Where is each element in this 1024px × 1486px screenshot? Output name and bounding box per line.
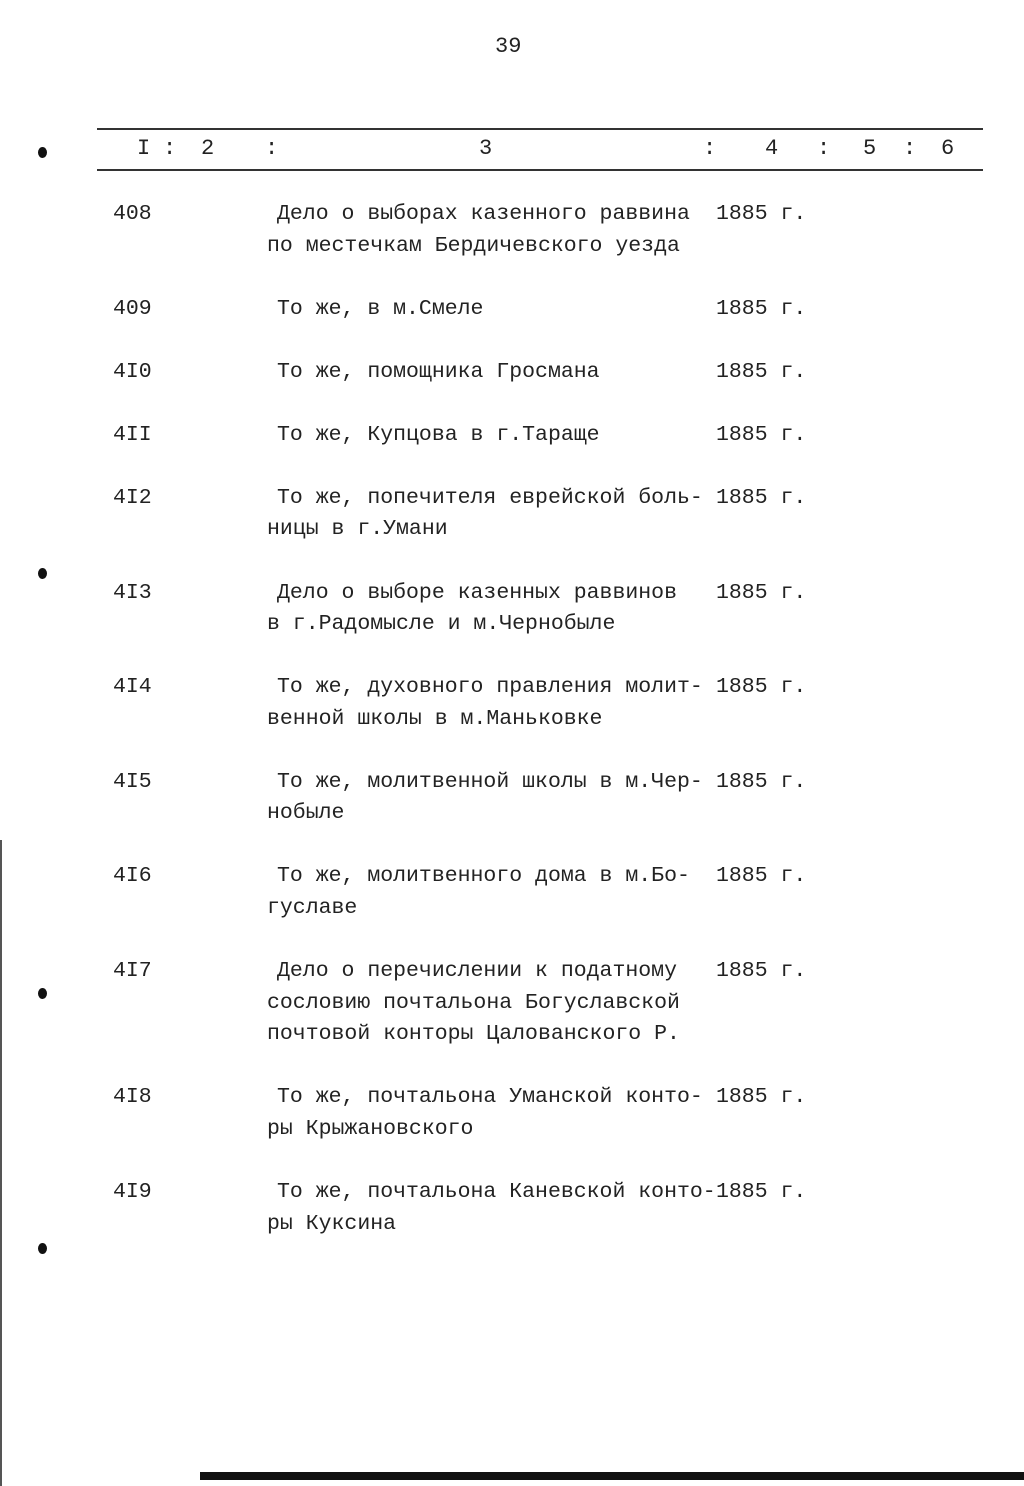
record-year: 1885 г. (716, 485, 807, 510)
record-year: 1885 г. (716, 1085, 807, 1110)
description-line: То же, Купцова в г.Таращe (277, 422, 600, 447)
description-line: сословию почтальона Богуславской (267, 990, 680, 1015)
record-description (267, 956, 707, 1051)
description-line: венной школы в м.Маньковке (267, 706, 603, 731)
description-line: То же, почтальона Уманской конто- (277, 1085, 703, 1110)
description-line: в г.Радомысле и м.Чернобыле (267, 612, 616, 637)
record-number: 4I6 (113, 864, 152, 889)
description-line: То же, помощника Гросмана (277, 359, 600, 384)
description-line: Дело о выборе казенных раввинов (277, 580, 677, 605)
header-col-3: 3 (479, 136, 493, 161)
record-description (267, 672, 707, 735)
description-line: ницы в г.Умани (267, 517, 448, 542)
record-number: 4I4 (113, 675, 152, 700)
record-year: 1885 г. (716, 959, 807, 984)
description-line: То же, почтальона Каневской конто- (277, 1179, 716, 1204)
record-year: 1885 г. (716, 769, 807, 794)
scan-edge (0, 840, 2, 1486)
header-sep: : (703, 136, 717, 161)
record-row (0, 1082, 1024, 1145)
record-description (267, 767, 707, 830)
punch-hole (38, 988, 47, 999)
header-sep: : (265, 136, 279, 161)
bottom-border (200, 1472, 1024, 1480)
record-description (267, 420, 707, 452)
header-sep: : (817, 136, 831, 161)
header-bottom-rule (97, 169, 983, 171)
description-line: ры Крыжановского (267, 1116, 474, 1141)
table-header (97, 134, 983, 166)
record-number: 4I8 (113, 1085, 152, 1110)
description-line: нобыле (267, 801, 345, 826)
record-row (0, 861, 1024, 924)
record-row (0, 483, 1024, 546)
description-line: почтовой конторы Цалованского Р. (267, 1022, 680, 1047)
record-number: 4I0 (113, 359, 152, 384)
record-row (0, 672, 1024, 735)
record-number: 4I7 (113, 959, 152, 984)
record-year: 1885 г. (716, 359, 807, 384)
record-year: 1885 г. (716, 675, 807, 700)
description-line: То же, духовного правления молит- (277, 675, 703, 700)
record-row (0, 956, 1024, 1051)
punch-hole (38, 147, 47, 158)
record-description (267, 199, 707, 262)
record-row (0, 199, 1024, 262)
header-top-rule (97, 128, 983, 130)
record-description (267, 1082, 707, 1145)
record-year: 1885 г. (716, 422, 807, 447)
description-line: по местечкам Бердичевского уезда (267, 233, 680, 258)
record-row (0, 1177, 1024, 1240)
description-line: Дело о перечислении к податному (277, 959, 677, 984)
record-description (267, 294, 707, 326)
record-row (0, 357, 1024, 389)
record-row (0, 767, 1024, 830)
records-list (0, 199, 1024, 1272)
description-line: Дело о выборах казенного раввина (277, 202, 690, 226)
record-description (267, 357, 707, 389)
header-sep: : (163, 136, 177, 161)
record-number: 4I3 (113, 580, 152, 605)
record-year: 1885 г. (716, 202, 807, 226)
record-year: 1885 г. (716, 1179, 807, 1204)
header-col-2: 2 (201, 136, 215, 161)
header-col-1: I (137, 136, 151, 161)
record-row (0, 420, 1024, 452)
record-year: 1885 г. (716, 580, 807, 605)
record-number: 408 (113, 202, 152, 226)
header-col-4: 4 (765, 136, 779, 161)
record-number: 4II (113, 422, 152, 447)
page-number: 39 (495, 34, 522, 59)
record-row (0, 578, 1024, 641)
description-line: То же, молитвенного дома в м.Бо- (277, 864, 690, 889)
record-number: 4I2 (113, 485, 152, 510)
description-line: То же, молитвенной школы в м.Чер- (277, 769, 703, 794)
description-line: ры Куксина (267, 1211, 397, 1236)
description-line: гуславе (267, 896, 358, 921)
record-number: 4I5 (113, 769, 152, 794)
description-line: То же, в м.Смеле (277, 296, 484, 321)
punch-hole (38, 1243, 47, 1254)
record-description (267, 1177, 716, 1240)
record-number: 409 (113, 296, 152, 321)
record-year: 1885 г. (716, 864, 807, 889)
header-col-5: 5 (863, 136, 877, 161)
record-description (267, 861, 707, 924)
header-col-6: 6 (941, 136, 955, 161)
header-sep: : (903, 136, 917, 161)
description-line: То же, попечителя еврейской боль- (277, 485, 703, 510)
punch-hole (38, 568, 47, 579)
record-description (267, 483, 707, 546)
record-row (0, 294, 1024, 326)
record-year: 1885 г. (716, 296, 807, 321)
record-description (267, 578, 707, 641)
record-number: 4I9 (113, 1179, 152, 1204)
